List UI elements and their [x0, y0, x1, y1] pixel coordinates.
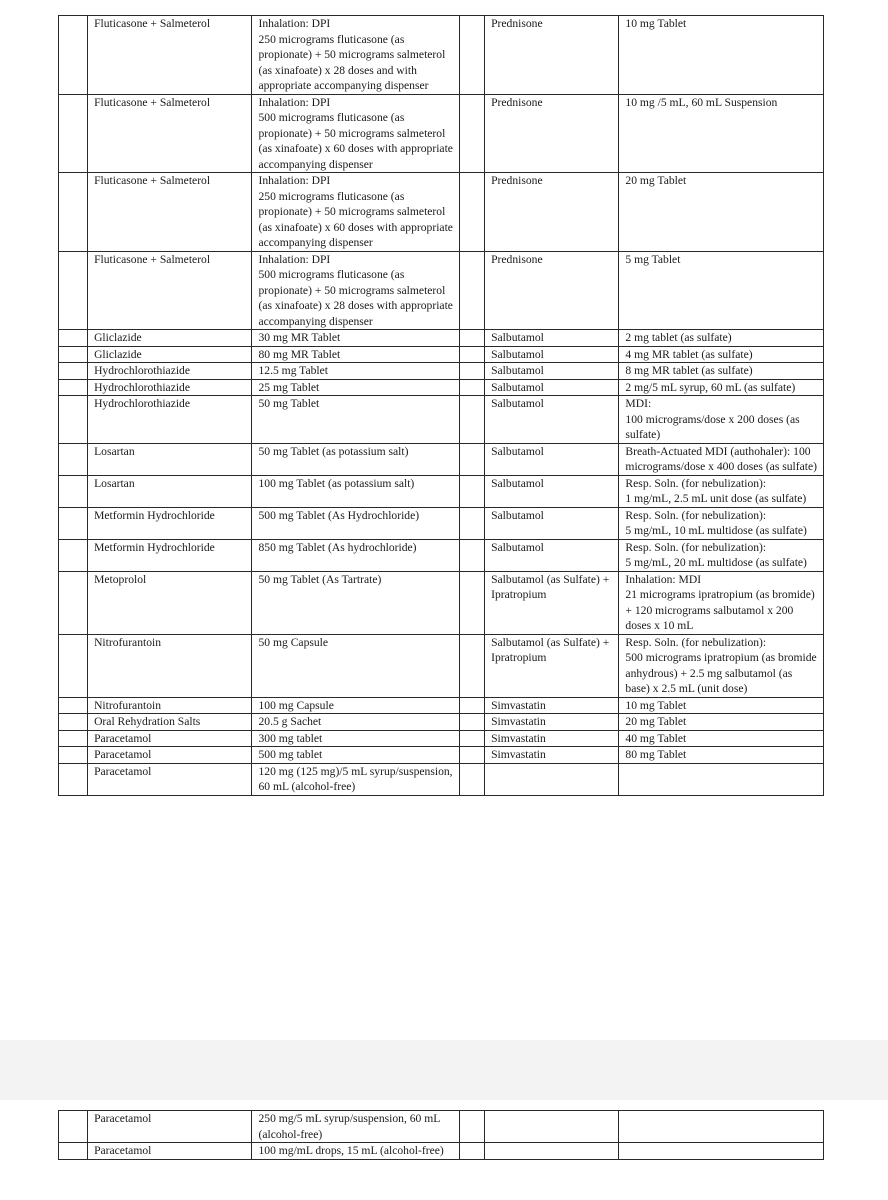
table-row [59, 16, 824, 95]
dosage-form-cell [619, 697, 824, 714]
cell-text: Paracetamol [94, 1112, 152, 1125]
dosage-form-cell [252, 16, 460, 95]
cell-text: Inhalation: DPI [258, 174, 331, 187]
cell-text: 2 mg/5 mL syrup, 60 mL (as sulfate) [625, 380, 796, 394]
cell-text: Resp. Soln. (for nebulization): [625, 508, 767, 522]
row-number-cell [460, 443, 485, 475]
cell-text: 20.5 g Sachet [258, 715, 322, 728]
cell-text: Simvastatin [491, 731, 546, 745]
dosage-form-cell [619, 396, 824, 444]
table-row [59, 475, 824, 507]
dosage-form-cell [252, 634, 460, 697]
row-number-cell [59, 1111, 88, 1143]
row-number-cell [460, 346, 485, 363]
cell-text: Hydrochlorothiazide [94, 397, 190, 410]
cell-text: Metoprolol [94, 572, 147, 586]
medicine-table [58, 15, 824, 796]
dosage-form-cell [619, 94, 824, 173]
cell-text: 50 mg Tablet (As Tartrate) [258, 572, 382, 586]
dosage-form-cell [619, 475, 824, 507]
dosage-form-cell [619, 173, 824, 252]
dosage-form-cell [252, 251, 460, 330]
table-row [59, 346, 824, 363]
cell-text: 80 mg MR Tablet [258, 347, 341, 361]
medicine-name-cell [88, 363, 252, 380]
dosage-form-cell [619, 16, 824, 95]
row-number-cell [59, 475, 88, 507]
cell-text: Simvastatin [491, 748, 546, 761]
row-number-cell [59, 507, 88, 539]
medicine-name-cell [88, 763, 252, 795]
dosage-form-cell [619, 1111, 824, 1143]
cell-text: 250 mg/5 mL syrup/suspension, 60 mL (alcohol-free) [258, 1112, 440, 1141]
cell-text: Salbutamol [491, 380, 544, 394]
row-number-cell [460, 747, 485, 764]
dosage-form-cell [619, 539, 824, 571]
dosage-form-cell [252, 475, 460, 507]
dosage-form-cell [252, 697, 460, 714]
row-number-cell [460, 251, 485, 330]
cell-text: Paracetamol [94, 731, 152, 745]
cell-text: Prednisone [491, 17, 543, 30]
cell-text: Paracetamol [94, 748, 152, 761]
dosage-form-cell [619, 763, 824, 795]
cell-text: 5 mg Tablet [625, 252, 681, 266]
dosage-form-cell [252, 730, 460, 747]
table-row [59, 330, 824, 347]
medicine-name-cell [485, 363, 619, 380]
dosage-form-cell [252, 1143, 460, 1160]
row-number-cell [460, 571, 485, 634]
medicine-name-cell [88, 714, 252, 731]
dosage-form-cell [252, 94, 460, 173]
cell-text: 250 micrograms fluticasone (as propionate) + 50 micrograms salmeterol (as xinafoate) x 60 doses with appropriate accompanying dispenser [258, 189, 453, 249]
table-row [59, 507, 824, 539]
cell-text: 100 mg Tablet (as potassium salt) [258, 476, 415, 490]
row-number-cell [59, 634, 88, 697]
medicine-name-cell [88, 443, 252, 475]
medicine-name-cell [485, 173, 619, 252]
cell-text: 300 mg tablet [258, 731, 323, 745]
cell-text: Salbutamol [491, 508, 544, 522]
medicine-name-cell [485, 16, 619, 95]
dosage-form-cell [619, 714, 824, 731]
cell-text: 10 mg Tablet [625, 698, 687, 712]
cell-text: Salbutamol [491, 397, 544, 410]
cell-text: 2 mg tablet (as sulfate) [625, 331, 732, 344]
cell-text: 20 mg Tablet [625, 715, 687, 728]
cell-text: 20 mg Tablet [625, 174, 687, 187]
medicine-name-cell [88, 634, 252, 697]
cell-text: 850 mg Tablet (As hydrochloride) [258, 540, 417, 554]
row-number-cell [59, 379, 88, 396]
cell-text: Fluticasone + Salmeterol [94, 95, 211, 109]
row-number-cell [59, 443, 88, 475]
cell-text: 500 mg Tablet (As Hydrochloride) [258, 508, 420, 522]
dosage-form-cell [252, 507, 460, 539]
medicine-name-cell [88, 1111, 252, 1143]
cell-text: Nitrofurantoin [94, 698, 162, 712]
dosage-form-cell [252, 346, 460, 363]
cell-text: 50 mg Tablet (as potassium salt) [258, 444, 409, 458]
row-number-cell [460, 396, 485, 444]
medicine-name-cell [485, 634, 619, 697]
medicine-name-cell [88, 539, 252, 571]
cell-text: 500 micrograms ipratropium (as bromide anhydrous) + 2.5 mg salbutamol (as base) x 2.5 mL (unit dose) [625, 651, 817, 695]
row-number-cell [460, 330, 485, 347]
cell-text: Salbutamol [491, 476, 544, 490]
dosage-form-cell [619, 730, 824, 747]
row-number-cell [59, 16, 88, 95]
row-number-cell [460, 507, 485, 539]
cell-text: 10 mg /5 mL, 60 mL Suspension [625, 95, 778, 109]
row-number-cell [59, 94, 88, 173]
row-number-cell [59, 763, 88, 795]
table-row [59, 634, 824, 697]
cell-text: 12.5 mg Tablet [258, 364, 328, 377]
cell-text: 500 micrograms fluticasone (as propionate) + 50 micrograms salmeterol (as xinafoate) x 60 doses with appropriate accompanying dispenser [258, 111, 453, 171]
dosage-form-cell [252, 363, 460, 380]
row-number-cell [59, 346, 88, 363]
medicine-name-cell [485, 1143, 619, 1160]
cell-text: Salbutamol [491, 364, 544, 377]
cell-text: Salbutamol [491, 444, 544, 458]
medicine-name-cell [485, 714, 619, 731]
cell-text: Salbutamol [491, 347, 544, 361]
row-number-cell [59, 173, 88, 252]
table-row [59, 539, 824, 571]
row-number-cell [460, 730, 485, 747]
cell-text: Metformin Hydrochloride [94, 508, 215, 522]
cell-text: Losartan [94, 444, 135, 458]
dosage-form-cell [619, 379, 824, 396]
dosage-form-cell [252, 379, 460, 396]
cell-text: 50 mg Capsule [258, 635, 329, 649]
dosage-form-cell [252, 1111, 460, 1143]
dosage-form-cell [252, 539, 460, 571]
medicine-name-cell [88, 507, 252, 539]
cell-text: Fluticasone + Salmeterol [94, 17, 211, 30]
cell-text: 50 mg Tablet [258, 397, 320, 410]
cell-text: Inhalation: DPI [258, 252, 331, 266]
table-row [59, 730, 824, 747]
medicine-name-cell [88, 330, 252, 347]
cell-text: MDI: [625, 397, 652, 410]
row-number-cell [59, 1143, 88, 1160]
dosage-form-cell [619, 507, 824, 539]
cell-text: Losartan [94, 476, 135, 490]
dosage-form-cell [619, 251, 824, 330]
table-row [59, 443, 824, 475]
medicine-name-cell [88, 16, 252, 95]
cell-text: Inhalation: MDI [625, 572, 702, 586]
cell-text: 30 mg MR Tablet [258, 331, 341, 344]
table-row [59, 1143, 824, 1160]
medicine-name-cell [485, 330, 619, 347]
medicine-table-continued [58, 1110, 824, 1160]
row-number-cell [460, 379, 485, 396]
table-row [59, 94, 824, 173]
medicine-name-cell [485, 379, 619, 396]
dosage-form-cell [619, 634, 824, 697]
row-number-cell [460, 16, 485, 95]
medicine-name-cell [485, 396, 619, 444]
cell-text: Prednisone [491, 95, 543, 109]
table-row [59, 697, 824, 714]
table-row [59, 251, 824, 330]
table-row [59, 1111, 824, 1143]
cell-text: 8 mg MR tablet (as sulfate) [625, 364, 753, 377]
cell-text: Fluticasone + Salmeterol [94, 174, 211, 187]
medicine-name-cell [88, 1143, 252, 1160]
cell-text: Resp. Soln. (for nebulization): [625, 635, 767, 649]
cell-text: 5 mg/mL, 20 mL multidose (as sulfate) [625, 556, 807, 569]
cell-text: 40 mg Tablet [625, 731, 687, 745]
medicine-name-cell [88, 747, 252, 764]
table-row [59, 747, 824, 764]
dosage-form-cell [252, 747, 460, 764]
cell-text: 100 mg Capsule [258, 698, 334, 712]
medicine-name-cell [485, 539, 619, 571]
cell-text: Simvastatin [491, 698, 546, 712]
row-number-cell [460, 634, 485, 697]
row-number-cell [59, 363, 88, 380]
cell-text: Gliclazide [94, 331, 142, 344]
dosage-form-cell [619, 346, 824, 363]
dosage-form-cell [619, 571, 824, 634]
cell-text: Prednisone [491, 252, 543, 266]
medicine-name-cell [485, 507, 619, 539]
cell-text: Gliclazide [94, 347, 142, 361]
dosage-form-cell [252, 763, 460, 795]
medicine-name-cell [88, 379, 252, 396]
row-number-cell [460, 363, 485, 380]
table-row [59, 763, 824, 795]
row-number-cell [59, 539, 88, 571]
cell-text: Prednisone [491, 174, 543, 187]
cell-text: 500 micrograms fluticasone (as propionate) + 50 micrograms salmeterol (as xinafoate) x 28 doses with appropriate accompanying dispenser [258, 268, 453, 328]
page-separator [0, 1040, 888, 1100]
cell-text: Resp. Soln. (for nebulization): [625, 540, 767, 554]
row-number-cell [59, 396, 88, 444]
medicine-name-cell [88, 251, 252, 330]
row-number-cell [59, 747, 88, 764]
medicine-name-cell [88, 173, 252, 252]
cell-text: 25 mg Tablet [258, 380, 320, 394]
row-number-cell [59, 330, 88, 347]
medicine-name-cell [485, 697, 619, 714]
cell-text: 500 mg tablet [258, 748, 323, 761]
cell-text: 250 micrograms fluticasone (as propionate) + 50 micrograms salmeterol (as xinafoate) x 28 doses and with appropriate accompanying dispenser [258, 32, 446, 92]
cell-text: Simvastatin [491, 715, 546, 728]
row-number-cell [460, 539, 485, 571]
medicine-name-cell [485, 763, 619, 795]
cell-text: Oral Rehydration Salts [94, 715, 201, 728]
medicine-name-cell [88, 346, 252, 363]
medicine-name-cell [485, 475, 619, 507]
row-number-cell [59, 714, 88, 731]
row-number-cell [460, 475, 485, 507]
cell-text: 5 mg/mL, 10 mL multidose (as sulfate) [625, 524, 807, 537]
cell-text: Paracetamol [94, 1144, 152, 1157]
medicine-name-cell [485, 443, 619, 475]
medicine-name-cell [88, 697, 252, 714]
cell-text: 120 mg (125 mg)/5 mL syrup/suspension, 60 mL (alcohol-free) [258, 764, 453, 793]
dosage-form-cell [619, 363, 824, 380]
cell-text: Paracetamol [94, 764, 152, 778]
cell-text: 10 mg Tablet [625, 17, 687, 30]
medicine-name-cell [485, 94, 619, 173]
dosage-form-cell [619, 747, 824, 764]
row-number-cell [59, 571, 88, 634]
table-row [59, 363, 824, 380]
medicine-name-cell [485, 571, 619, 634]
cell-text: Inhalation: DPI [258, 17, 331, 30]
medicine-name-cell [485, 1111, 619, 1143]
document-page-2 [0, 1100, 888, 1200]
row-number-cell [59, 697, 88, 714]
dosage-form-cell [252, 714, 460, 731]
dosage-form-cell [252, 571, 460, 634]
cell-text: Salbutamol (as Sulfate) + Ipratropium [491, 635, 610, 664]
table-row [59, 714, 824, 731]
row-number-cell [460, 697, 485, 714]
row-number-cell [460, 763, 485, 795]
cell-text: Hydrochlorothiazide [94, 380, 190, 394]
cell-text: Salbutamol (as Sulfate) + Ipratropium [491, 572, 610, 601]
medicine-table-body [59, 16, 824, 796]
row-number-cell [460, 1143, 485, 1160]
cell-text: 100 micrograms/dose x 200 doses (as sulfate) [625, 412, 800, 441]
dosage-form-cell [252, 443, 460, 475]
medicine-name-cell [485, 251, 619, 330]
table-row [59, 173, 824, 252]
medicine-name-cell [88, 396, 252, 444]
medicine-name-cell [485, 747, 619, 764]
cell-text: Salbutamol [491, 540, 544, 554]
row-number-cell [59, 730, 88, 747]
medicine-name-cell [88, 94, 252, 173]
row-number-cell [460, 94, 485, 173]
cell-text: Inhalation: DPI [258, 95, 331, 109]
cell-text: Resp. Soln. (for nebulization): [625, 476, 767, 490]
cell-text: Nitrofurantoin [94, 635, 162, 649]
dosage-form-cell [252, 173, 460, 252]
medicine-name-cell [88, 571, 252, 634]
medicine-name-cell [88, 475, 252, 507]
cell-text: 100 mg/mL drops, 15 mL (alcohol-free) [258, 1144, 444, 1157]
dosage-form-cell [619, 1143, 824, 1160]
dosage-form-cell [619, 330, 824, 347]
medicine-name-cell [88, 730, 252, 747]
dosage-form-cell [252, 396, 460, 444]
medicine-name-cell [485, 346, 619, 363]
cell-text: Breath-Actuated MDI (authohaler): 100 micrograms/dose x 400 doses (as sulfate) [625, 444, 817, 473]
medicine-table-body [59, 1111, 824, 1160]
row-number-cell [59, 251, 88, 330]
dosage-form-cell [252, 330, 460, 347]
row-number-cell [460, 173, 485, 252]
table-row [59, 571, 824, 634]
cell-text: Fluticasone + Salmeterol [94, 252, 211, 266]
table-row [59, 379, 824, 396]
cell-text: 80 mg Tablet [625, 748, 687, 761]
cell-text: 4 mg MR tablet (as sulfate) [625, 347, 753, 361]
cell-text: Salbutamol [491, 331, 544, 344]
cell-text: Metformin Hydrochloride [94, 540, 215, 554]
table-row [59, 396, 824, 444]
cell-text: 1 mg/mL, 2.5 mL unit dose (as sulfate) [625, 492, 807, 505]
medicine-name-cell [485, 730, 619, 747]
row-number-cell [460, 714, 485, 731]
dosage-form-cell [619, 443, 824, 475]
cell-text: 21 micrograms ipratropium (as bromide) + 120 micrograms salbutamol x 200 doses x 10 mL [625, 588, 815, 632]
row-number-cell [460, 1111, 485, 1143]
cell-text: Hydrochlorothiazide [94, 364, 190, 377]
